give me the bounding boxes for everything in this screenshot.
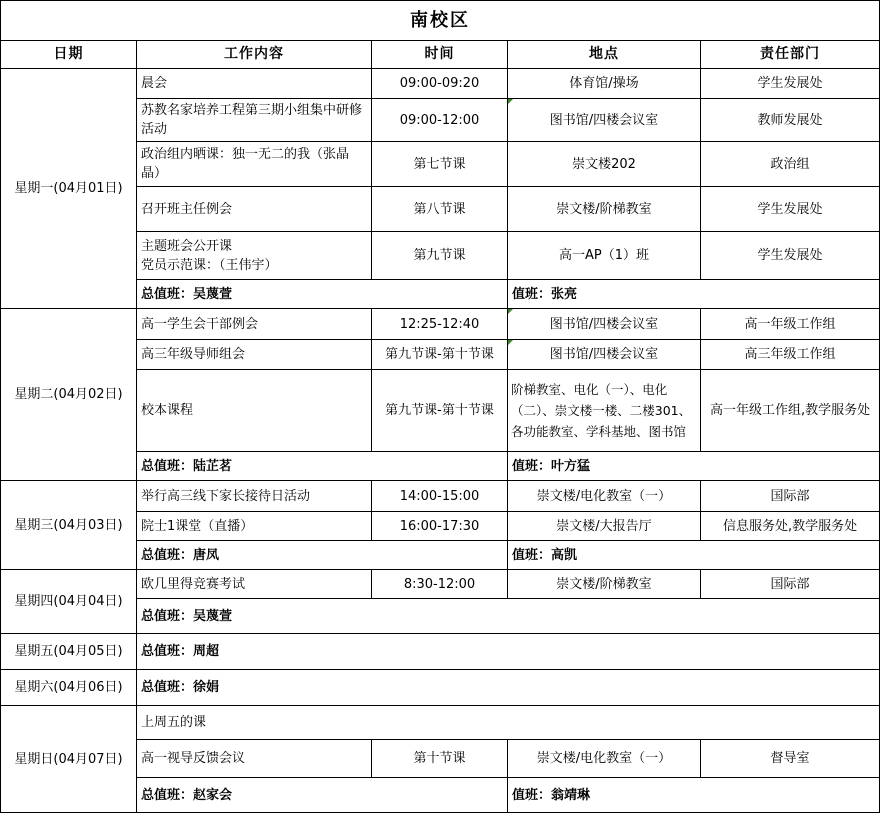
duty-officer: 值班：高凯 (508, 541, 880, 570)
work-time: 12:25-12:40 (372, 309, 508, 340)
chief-duty: 总值班：徐娟 (137, 670, 880, 706)
work-time: 第九节课 (372, 232, 508, 280)
table-row (1, 69, 880, 99)
work-content: 召开班主任例会 (137, 187, 372, 232)
table-row (1, 481, 880, 512)
header-time: 时间 (372, 41, 508, 69)
duty-officer: 值班：翁靖琳 (508, 778, 880, 813)
work-time: 09:00-12:00 (372, 99, 508, 142)
work-location: 体育馆/操场 (508, 69, 701, 99)
chief-duty: 总值班：赵家会 (137, 778, 508, 813)
work-content: 主题班会公开课 党员示范课：（王伟宇） (137, 232, 372, 280)
work-time: 8:30-12:00 (372, 570, 508, 599)
work-time: 第九节课-第十节课 (372, 340, 508, 370)
work-department: 政治组 (701, 142, 880, 187)
work-location: 崇文楼/电化教室（一） (508, 481, 701, 512)
work-location: 阶梯教室、电化（一）、电化（二）、崇文楼一楼、二楼301、各功能教室、学科基地、图书馆 (508, 370, 701, 452)
work-content: 欧几里得竞赛考试 (137, 570, 372, 599)
chief-duty: 总值班：陆芷茗 (137, 452, 508, 481)
work-department: 学生发展处 (701, 187, 880, 232)
work-time: 14:00-15:00 (372, 481, 508, 512)
chief-duty: 总值班：唐凤 (137, 541, 508, 570)
work-time: 第九节课-第十节课 (372, 370, 508, 452)
work-content: 苏教名家培养工程第三期小组集中研修活动 (137, 99, 372, 142)
work-department: 学生发展处 (701, 69, 880, 99)
work-department: 高一年级工作组 (701, 309, 880, 340)
header-location: 地点 (508, 41, 701, 69)
work-content: 高一学生会干部例会 (137, 309, 372, 340)
table-row (1, 309, 880, 340)
duty-row (1, 634, 880, 670)
header-department: 责任部门 (701, 41, 880, 69)
work-location: 图书馆/四楼会议室 (508, 99, 701, 142)
page-title: 南校区 (1, 1, 880, 41)
header-date: 日期 (1, 41, 137, 69)
work-content: 举行高三线下家长接待日活动 (137, 481, 372, 512)
work-department: 教师发展处 (701, 99, 880, 142)
table-row (1, 570, 880, 599)
work-location: 崇文楼/电化教室（一） (508, 740, 701, 778)
work-content: 政治组内晒课：独一无二的我（张晶晶） (137, 142, 372, 187)
work-content: 晨会 (137, 69, 372, 99)
work-department: 国际部 (701, 570, 880, 599)
duty-officer: 值班：张亮 (508, 280, 880, 309)
work-content: 院士1课堂（直播） (137, 512, 372, 541)
work-department: 国际部 (701, 481, 880, 512)
work-location: 崇文楼/阶梯教室 (508, 570, 701, 599)
duty-row (1, 670, 880, 706)
day-label: 星期六(04月06日) (1, 670, 137, 706)
work-location: 崇文楼202 (508, 142, 701, 187)
work-department: 信息服务处,教学服务处 (701, 512, 880, 541)
work-time: 09:00-09:20 (372, 69, 508, 99)
day-label: 星期五(04月05日) (1, 634, 137, 670)
schedule-note: 上周五的课 (137, 706, 880, 740)
work-department: 高三年级工作组 (701, 340, 880, 370)
day-label: 星期日(04月07日) (1, 706, 137, 813)
chief-duty: 总值班：吴蔑萱 (137, 280, 508, 309)
work-department: 学生发展处 (701, 232, 880, 280)
day-label: 星期一(04月01日) (1, 69, 137, 309)
work-location: 高一AP（1）班 (508, 232, 701, 280)
work-content: 高三年级导师组会 (137, 340, 372, 370)
duty-officer: 值班：叶方猛 (508, 452, 880, 481)
work-department: 高一年级工作组,教学服务处 (701, 370, 880, 452)
chief-duty: 总值班：吴蔑萱 (137, 599, 880, 634)
day-label: 星期二(04月02日) (1, 309, 137, 481)
work-location: 崇文楼/大报告厅 (508, 512, 701, 541)
work-time: 第八节课 (372, 187, 508, 232)
work-location: 图书馆/四楼会议室 (508, 340, 701, 370)
work-department: 督导室 (701, 740, 880, 778)
work-time: 16:00-17:30 (372, 512, 508, 541)
day-label: 星期四(04月04日) (1, 570, 137, 634)
work-content: 校本课程 (137, 370, 372, 452)
header-content: 工作内容 (137, 41, 372, 69)
chief-duty: 总值班：周超 (137, 634, 880, 670)
work-location: 崇文楼/阶梯教室 (508, 187, 701, 232)
day-label: 星期三(04月03日) (1, 481, 137, 570)
table-row (1, 706, 880, 740)
work-time: 第十节课 (372, 740, 508, 778)
work-location: 图书馆/四楼会议室 (508, 309, 701, 340)
work-content: 高一视导反馈会议 (137, 740, 372, 778)
work-time: 第七节课 (372, 142, 508, 187)
